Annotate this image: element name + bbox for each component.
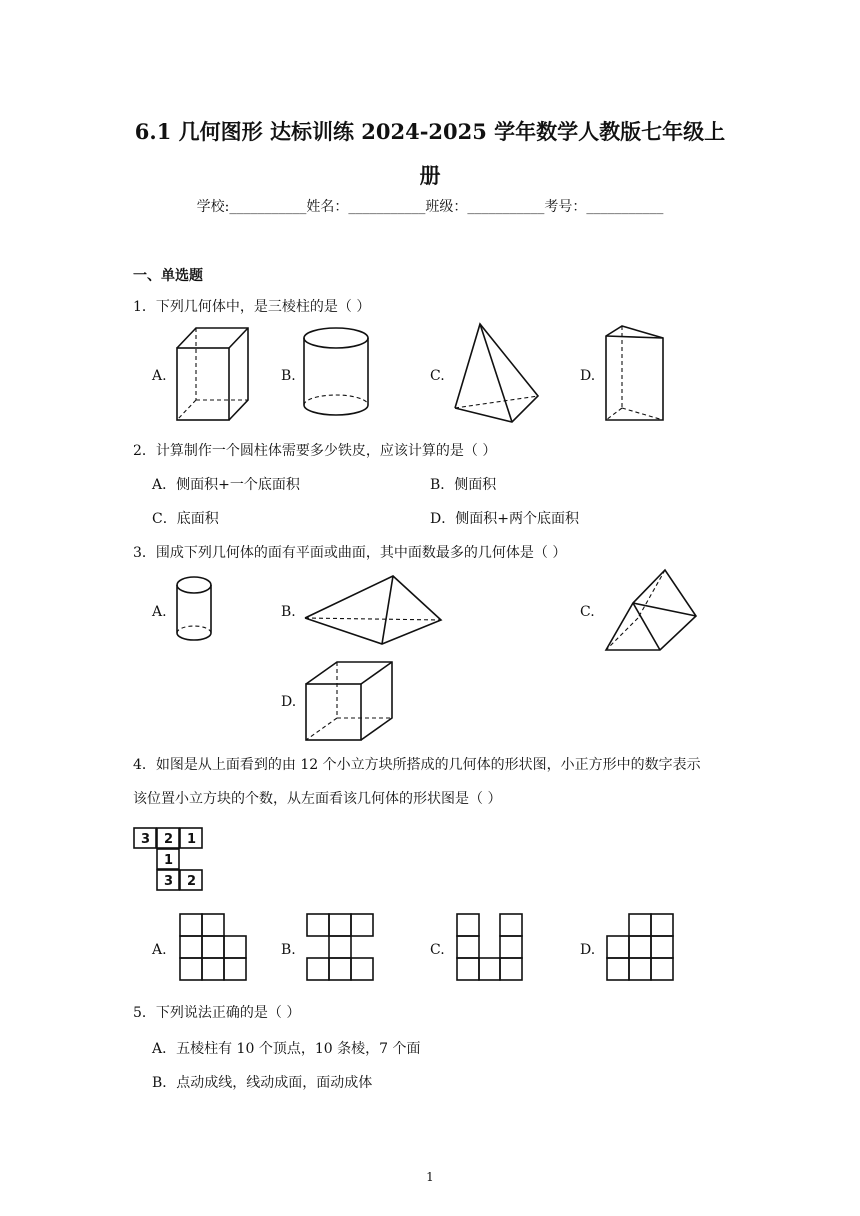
question-4-line1: 4．如图是从上面看到的由 12 个小立方块所搭成的几何体的形状图，小正方形中的数字表示 [133, 757, 701, 773]
section-title: 一、单选题 [133, 268, 203, 284]
q4-option-c-label: C. [430, 942, 445, 958]
q4-option-d-label: D. [580, 942, 596, 958]
grid-cell-r1c1: 3 [141, 832, 151, 847]
q1-option-b-label: B. [281, 368, 296, 384]
q4-option-b-label: B. [281, 942, 296, 958]
q2-option-d: D．侧面积+两个底面积 [430, 511, 579, 527]
doc-title-line2: 册 [419, 163, 441, 188]
question-2: 2．计算制作一个圆柱体需要多少铁皮，应该计算的是（ ） [133, 443, 497, 459]
question-5: 5．下列说法正确的是（ ） [133, 1005, 301, 1021]
q2-option-a: A．侧面积+一个底面积 [152, 477, 300, 493]
question-1: 1．下列几何体中，是三棱柱的是（ ） [133, 299, 371, 315]
q1-option-a-label: A. [152, 368, 167, 384]
q3-option-d-label: D. [281, 694, 297, 710]
q5-option-a: A．五棱柱有 10 个顶点，10 条棱，7 个面 [152, 1041, 421, 1057]
q1-option-c-label: C. [430, 368, 445, 384]
question-3: 3．围成下列几何体的面有平面或曲面，其中面数最多的几何体是（ ） [133, 545, 567, 561]
grid-cell-r3c2: 3 [164, 874, 174, 889]
question-4-line2: 该位置小立方块的个数，从左面看该几何体的形状图是（ ） [133, 791, 502, 807]
grid-cell-r3c3: 2 [187, 874, 197, 889]
q3-option-c-label: C. [580, 604, 595, 620]
q3-option-a-label: A. [152, 604, 167, 620]
grid-cell-r1c2: 2 [164, 832, 174, 847]
q5-option-b: B．点动成线，线动成面，面动成体 [152, 1075, 373, 1091]
q2-option-b: B．侧面积 [430, 477, 497, 493]
page-number: 1 [426, 1170, 434, 1184]
doc-title-line1: 6.1 几何图形 达标训练 2024-2025 学年数学人教版七年级上 [134, 119, 726, 144]
q4-option-a-label: A. [152, 942, 167, 958]
grid-cell-r1c3: 1 [187, 832, 197, 847]
student-info-line: 学校:___________姓名：___________班级：___________考号：___________ [196, 199, 664, 215]
grid-cell-r2c2: 1 [164, 853, 174, 868]
q3-option-b-label: B. [281, 604, 296, 620]
q1-option-d-label: D. [580, 368, 596, 384]
q2-option-c: C．底面积 [152, 511, 219, 527]
